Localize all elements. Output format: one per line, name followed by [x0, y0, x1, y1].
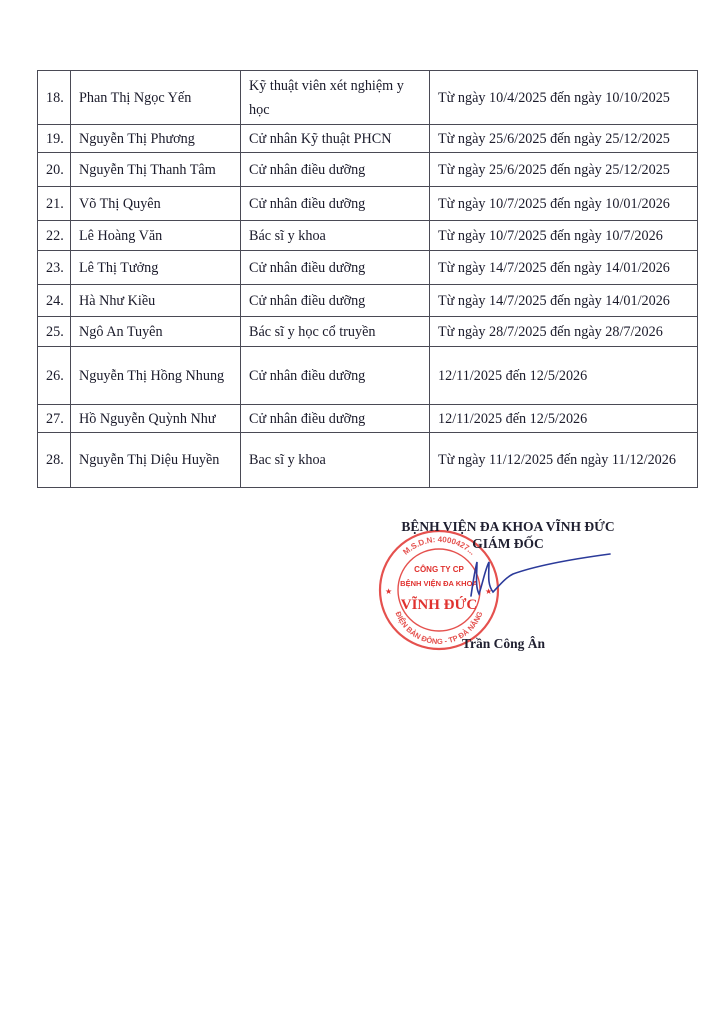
- handwritten-signature-icon: [465, 552, 615, 602]
- staff-title: Kỹ thuật viên xét nghiệm y học: [241, 71, 430, 125]
- contract-period: Từ ngày 10/4/2025 đến ngày 10/10/2025: [430, 71, 698, 125]
- staff-title: Cử nhân điều dưỡng: [241, 251, 430, 285]
- table-row: [38, 347, 698, 405]
- staff-name: Nguyễn Thị Hồng Nhung: [71, 347, 241, 405]
- contract-period: Từ ngày 11/12/2025 đến ngày 11/12/2026: [430, 433, 698, 488]
- contract-period: Từ ngày 14/7/2025 đến ngày 14/01/2026: [430, 285, 698, 317]
- table-row: [38, 187, 698, 221]
- staff-title: Cử nhân Kỹ thuật PHCN: [241, 125, 430, 153]
- contract-period: Từ ngày 10/7/2025 đến ngày 10/7/2026: [430, 221, 698, 251]
- staff-table: [37, 70, 698, 488]
- svg-text:★: ★: [385, 587, 393, 596]
- svg-text:ĐIỆN BÀN ĐÔNG - TP ĐÀ NẴNG: ĐIỆN BÀN ĐÔNG - TP ĐÀ NẴNG: [393, 610, 485, 647]
- staff-title: Cử nhân điều dưỡng: [241, 285, 430, 317]
- svg-text:BỆNH VIỆN ĐA KHOA: BỆNH VIỆN ĐA KHOA: [400, 579, 478, 588]
- contract-period: Từ ngày 25/6/2025 đến ngày 25/12/2025: [430, 125, 698, 153]
- row-number: 23.: [38, 251, 71, 285]
- staff-title: Cử nhân điều dưỡng: [241, 153, 430, 187]
- signer-name: Trần Công Ân: [462, 636, 546, 651]
- staff-name: Nguyễn Thị Phương: [71, 125, 241, 153]
- contract-period: 12/11/2025 đến 12/5/2026: [430, 405, 698, 433]
- svg-text:M.S.D.N: 4000427...: M.S.D.N: 4000427...: [401, 534, 477, 557]
- staff-title: Bác sĩ y học cổ truyền: [241, 317, 430, 347]
- row-number: 18.: [38, 71, 71, 125]
- table-row: [38, 251, 698, 285]
- row-number: 19.: [38, 125, 71, 153]
- director-title: GIÁM ĐỐC: [472, 536, 544, 551]
- staff-name: Ngô An Tuyên: [71, 317, 241, 347]
- row-number: 20.: [38, 153, 71, 187]
- contract-period: Từ ngày 25/6/2025 đến ngày 25/12/2025: [430, 153, 698, 187]
- staff-title: Bác sĩ y khoa: [241, 221, 430, 251]
- row-number: 25.: [38, 317, 71, 347]
- staff-name: Nguyễn Thị Thanh Tâm: [71, 153, 241, 187]
- staff-name: Lê Thị Tưởng: [71, 251, 241, 285]
- table-row: [38, 71, 698, 125]
- staff-name: Hồ Nguyễn Quỳnh Như: [71, 405, 241, 433]
- table-row: [38, 153, 698, 187]
- contract-period: Từ ngày 10/7/2025 đến ngày 10/01/2026: [430, 187, 698, 221]
- staff-title: Cử nhân điều dưỡng: [241, 347, 430, 405]
- table-row: [38, 125, 698, 153]
- table-row: [38, 285, 698, 317]
- staff-name: Phan Thị Ngọc Yến: [71, 71, 241, 125]
- contract-period: Từ ngày 28/7/2025 đến ngày 28/7/2026: [430, 317, 698, 347]
- staff-title: Cử nhân điều dưỡng: [241, 187, 430, 221]
- svg-text:★: ★: [485, 587, 493, 596]
- table-row: [38, 221, 698, 251]
- table-row: [38, 433, 698, 488]
- organization-name: BỆNH VIỆN ĐA KHOA VĨNH ĐỨC: [401, 519, 615, 534]
- svg-text:VĨNH ĐỨC: VĨNH ĐỨC: [400, 597, 478, 613]
- signature-heading: [388, 518, 628, 552]
- row-number: 28.: [38, 433, 71, 488]
- table-row: [38, 317, 698, 347]
- staff-name: Hà Như Kiều: [71, 285, 241, 317]
- contract-period: 12/11/2025 đến 12/5/2026: [430, 347, 698, 405]
- row-number: 21.: [38, 187, 71, 221]
- staff-name: Võ Thị Quyên: [71, 187, 241, 221]
- row-number: 24.: [38, 285, 71, 317]
- staff-title: Bac sĩ y khoa: [241, 433, 430, 488]
- table-row: [38, 405, 698, 433]
- row-number: 27.: [38, 405, 71, 433]
- staff-name: Nguyễn Thị Diệu Huyền: [71, 433, 241, 488]
- row-number: 22.: [38, 221, 71, 251]
- svg-text:CÔNG TY CP: CÔNG TY CP: [414, 565, 464, 574]
- contract-period: Từ ngày 14/7/2025 đến ngày 14/01/2026: [430, 251, 698, 285]
- row-number: 26.: [38, 347, 71, 405]
- staff-name: Lê Hoàng Văn: [71, 221, 241, 251]
- staff-title: Cử nhân điều dưỡng: [241, 405, 430, 433]
